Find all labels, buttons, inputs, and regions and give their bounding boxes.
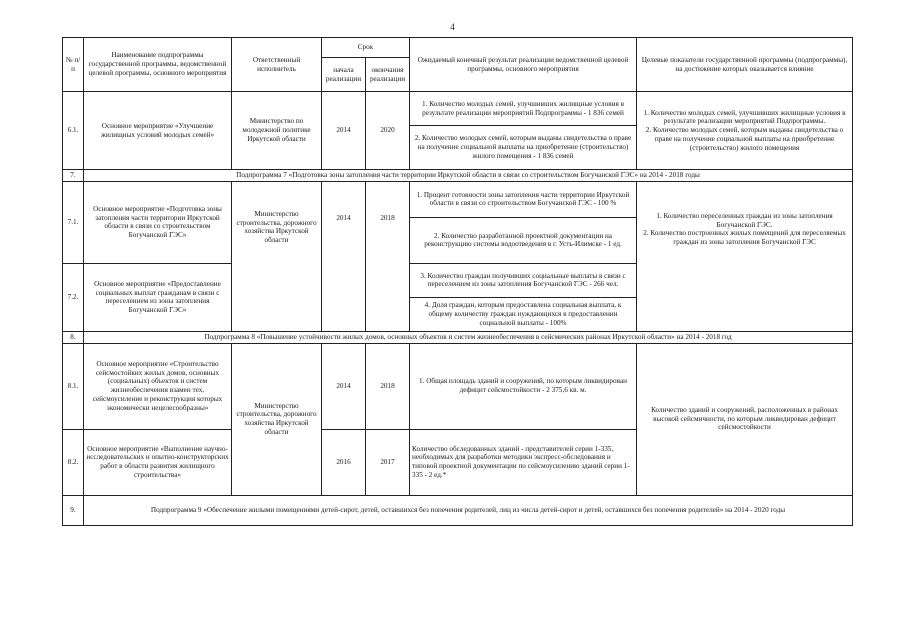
header-result: Ожидаемый конечный результат реализации ведомственной целевой программы, основного мероприятия (410, 38, 637, 92)
row-indicators: Количество зданий и сооружений, расположенных в районах высокой сейсмичности, по которым ликвидирован дефицит сейсмостойкости (637, 343, 853, 495)
table-row-7-1 (63, 181, 853, 217)
row-start: 2014 (322, 181, 366, 331)
header-end: окончания реализации (366, 58, 410, 92)
row-name: Основное мероприятие «Выполнение научно-исследовательских и опытно-конструкторских работ в области развития жилищного строительства» (84, 429, 232, 495)
row-executor: Министерство по молодежной политике Иркутской области (232, 92, 322, 170)
section-row-7 (63, 170, 853, 182)
row-result-1: 1. Количество молодых семей, улучшивших жилищные условия в результате реализации мероприятий Подпрограммы - 1 836 семей (410, 92, 637, 126)
row-indicators: 1. Количество молодых семей, улучшивших жилищные условия в результате реализации мероприятий Подпрограммы. 2. Количество молодых семей, которым выданы свидетельства о праве на получение социальной выплаты на приобретение (строительство) жилого помещения (637, 92, 853, 170)
row-name: Основное мероприятие «Предоставление социальных выплат гражданам в связи с переселением из зоны затопления Богучанской ГЭС» (84, 263, 232, 331)
row-name: Основное мероприятие «Улучшение жилищных условий молодых семей» (84, 92, 232, 170)
program-table (62, 37, 853, 526)
header-row (63, 38, 853, 58)
page-number: 4 (450, 22, 455, 32)
section-row-8 (63, 331, 853, 343)
row-result: 1. Общая площадь зданий и сооружений, по которым ликвидирован дефицит сейсмостойкости - 2 375,6 кв. м. (410, 343, 637, 429)
row-result-4: 4. Доля граждан, которым предоставлена социальная выплата, к общему количеству граждан нуждающихся в предоставлении социальной выплаты - 100% (410, 297, 637, 331)
row-result-1: 1. Процент готовности зоны затопления части территории Иркутской области в связи со строительством Богучанской ГЭС - 100 % (410, 181, 637, 217)
row-no: 6.1. (63, 92, 84, 170)
header-start: начала реализации (322, 58, 366, 92)
row-executor: Министерство строительства, дорожного хозяйства Иркутской области (232, 343, 322, 495)
header-executor: Ответственный исполнитель (232, 38, 322, 92)
header-no: № п/п (63, 38, 84, 92)
table-row-6-1 (63, 92, 853, 126)
section-no: 7. (63, 170, 84, 182)
row-start: 2014 (322, 343, 366, 429)
row-start: 2016 (322, 429, 366, 495)
section-no: 9. (63, 495, 84, 525)
row-end: 2018 (366, 343, 410, 429)
header-term: Срок (322, 38, 410, 58)
table-row-8-1 (63, 343, 853, 429)
row-executor: Министерство строительства, дорожного хозяйства Иркутской области (232, 181, 322, 331)
row-start: 2014 (322, 92, 366, 170)
row-no: 7.2. (63, 263, 84, 331)
header-name: Наименование подпрограммы государственной программы, ведомственной целевой программы, основного мероприятия (84, 38, 232, 92)
row-no: 8.2. (63, 429, 84, 495)
section-title: Подпрограмма 7 «Подготовка зоны затопления части территории Иркутской области в связи со строительством Богучанской ГЭС» на 2014 - 2018 годы (84, 170, 853, 182)
section-title: Подпрограмма 8 «Повышение устойчивости жилых домов, основных объектов и систем жизнеобеспечения в сейсмических районах Иркутской области» на 2014 - 2018 год (84, 331, 853, 343)
row-name: Основное мероприятие «Строительство сейсмостойких жилых домов, основных (социальных) объектов и систем жизнеобеспечения взамен тех, сейсмоусиление и реконструкция которых экономически нецелесообразны» (84, 343, 232, 429)
row-result-2: 2. Количество молодых семей, которым выданы свидетельства о праве на получение социальной выплаты на приобретение (строительство) жилого помещения - 1 836 семей (410, 126, 637, 170)
section-title: Подпрограмма 9 «Обеспечение жилыми помещениями детей-сирот, детей, оставшихся без попечения родителей, лиц из числа детей-сирот и детей, оставшихся без попечения родителей» на 2014 - 2020 годы (84, 495, 853, 525)
row-no: 7.1. (63, 181, 84, 263)
section-row-9 (63, 495, 853, 525)
section-no: 8. (63, 331, 84, 343)
row-end: 2018 (366, 181, 410, 331)
header-indicators: Целевые показатели государственной программы (подпрограммы), на достижение которых оказывается влияние (637, 38, 853, 92)
row-no: 8.1. (63, 343, 84, 429)
row-result: Количество обследованных зданий - представителей серии 1-335, необходимых для разработки методики экспресс-обследования и типовой проектной документации по сейсмоусилению зданий серии 1-335 - 2 ед.* (410, 429, 637, 495)
row-end: 2017 (366, 429, 410, 495)
row-result-3: 3. Количество граждан получивших социальные выплаты в связи с переселением из зоны затопления Богучанской ГЭС - 266 чел. (410, 263, 637, 297)
row-result-2: 2. Количество разработанной проектной документации на реконструкцию системы водоотведения в г. Усть-Илимске - 1 ед. (410, 217, 637, 263)
row-name: Основное мероприятие «Подготовка зоны затопления части территории Иркутской области в связи со строительством Богучанской ГЭС» (84, 181, 232, 263)
row-indicators: 1. Количество переселенных граждан из зоны затопления Богучанской ГЭС. 2. Количество построенных жилых помещений для переселяемых граждан из зоны затопления Богучанской ГЭС (637, 181, 853, 331)
row-end: 2020 (366, 92, 410, 170)
